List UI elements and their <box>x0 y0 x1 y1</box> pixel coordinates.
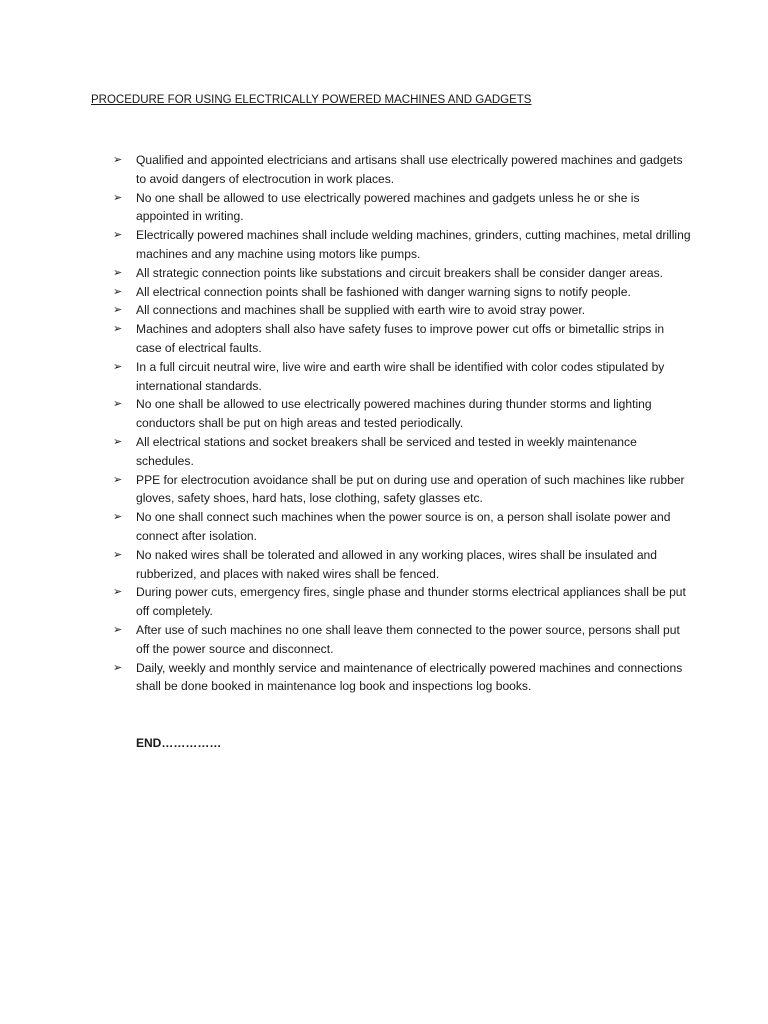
list-item-text: No naked wires shall be tolerated and allowed in any working places, wires shall be insulated and rubberized, and places with naked wires shall be fenced. <box>136 547 658 581</box>
list-item-text: All strategic connection points like substations and circuit breakers shall be consider danger areas. <box>136 265 664 280</box>
list-item <box>113 283 693 302</box>
arrow-bullet-icon: ➢ <box>113 304 123 317</box>
list-item <box>113 621 693 659</box>
list-item-text: No one shall be allowed to use electrically powered machines during thunder storms and lighting conductors shall be put on high areas and tested periodically. <box>136 397 652 431</box>
list-item <box>113 320 693 358</box>
list-item <box>113 433 693 471</box>
list-item <box>113 471 693 509</box>
arrow-bullet-icon: ➢ <box>113 548 123 561</box>
arrow-bullet-icon: ➢ <box>113 398 123 411</box>
arrow-bullet-icon: ➢ <box>113 285 123 298</box>
arrow-bullet-icon: ➢ <box>113 154 123 166</box>
end-marker: END…………… <box>136 736 222 750</box>
arrow-bullet-icon: ➢ <box>113 435 123 448</box>
list-item-text: After use of such machines no one shall leave them connected to the power source, persons shall put off the power source and disconnect. <box>136 622 680 656</box>
list-item-text: Electrically powered machines shall include welding machines, grinders, cutting machines, metal drilling machines and any machine using motors like pumps. <box>136 228 691 261</box>
list-item-text: PPE for electrocution avoidance shall be put on during use and operation of such machines like rubber gloves, safety shoes, hard hats, lose clothing, safety glasses etc. <box>136 472 685 506</box>
list-item <box>113 508 693 546</box>
list-item-text: Machines and adopters shall also have safety fuses to improve power cut offs or bimetallic strips in case of electrical faults. <box>136 322 665 355</box>
list-item <box>113 546 693 584</box>
list-item <box>113 659 693 697</box>
list-item-text: In a full circuit neutral wire, live wire and earth wire shall be identified with color codes stipulated by international standards. <box>136 359 665 393</box>
list-item-text: Qualified and appointed electricians and artisans shall use electrically powered machines and gadgets to avoid dangers of electrocution in work places. <box>136 153 683 186</box>
arrow-bullet-icon: ➢ <box>113 473 123 486</box>
arrow-bullet-icon: ➢ <box>113 511 123 524</box>
list-item-text: All electrical stations and socket breakers shall be serviced and tested in weekly maintenance schedules. <box>136 434 637 468</box>
arrow-bullet-icon: ➢ <box>113 586 123 599</box>
arrow-bullet-icon: ➢ <box>113 191 123 204</box>
arrow-bullet-icon: ➢ <box>113 360 123 373</box>
arrow-bullet-icon: ➢ <box>113 229 123 242</box>
arrow-bullet-icon: ➢ <box>113 323 123 336</box>
list-item-text: No one shall connect such machines when the power source is on, a person shall isolate power and connect after isolation. <box>136 510 671 543</box>
procedure-list <box>113 151 693 696</box>
list-item-text: All electrical connection points shall be fashioned with danger warning signs to notify people. <box>136 284 631 299</box>
list-item <box>113 358 693 396</box>
arrow-bullet-icon: ➢ <box>113 266 123 279</box>
list-item <box>113 583 693 621</box>
list-item-text: No one shall be allowed to use electrically powered machines and gadgets unless he or she is appointed in writing. <box>136 190 640 224</box>
list-item-text: During power cuts, emergency fires, single phase and thunder storms electrical appliances shall be put off completely. <box>136 585 686 619</box>
arrow-bullet-icon: ➢ <box>113 661 123 674</box>
list-item <box>113 151 693 189</box>
list-item-text: Daily, weekly and monthly service and maintenance of electrically powered machines and connections shall be done booked in maintenance log book and inspections log books. <box>136 660 683 694</box>
list-item-text: All connections and machines shall be supplied with earth wire to avoid stray power. <box>136 303 586 318</box>
list-item <box>113 264 693 283</box>
list-item <box>113 301 693 320</box>
list-item <box>113 395 693 433</box>
list-item <box>113 226 693 264</box>
arrow-bullet-icon: ➢ <box>113 623 123 636</box>
list-item <box>113 189 693 227</box>
document-title: PROCEDURE FOR USING ELECTRICALLY POWERED MACHINES AND GADGETS <box>91 94 532 106</box>
